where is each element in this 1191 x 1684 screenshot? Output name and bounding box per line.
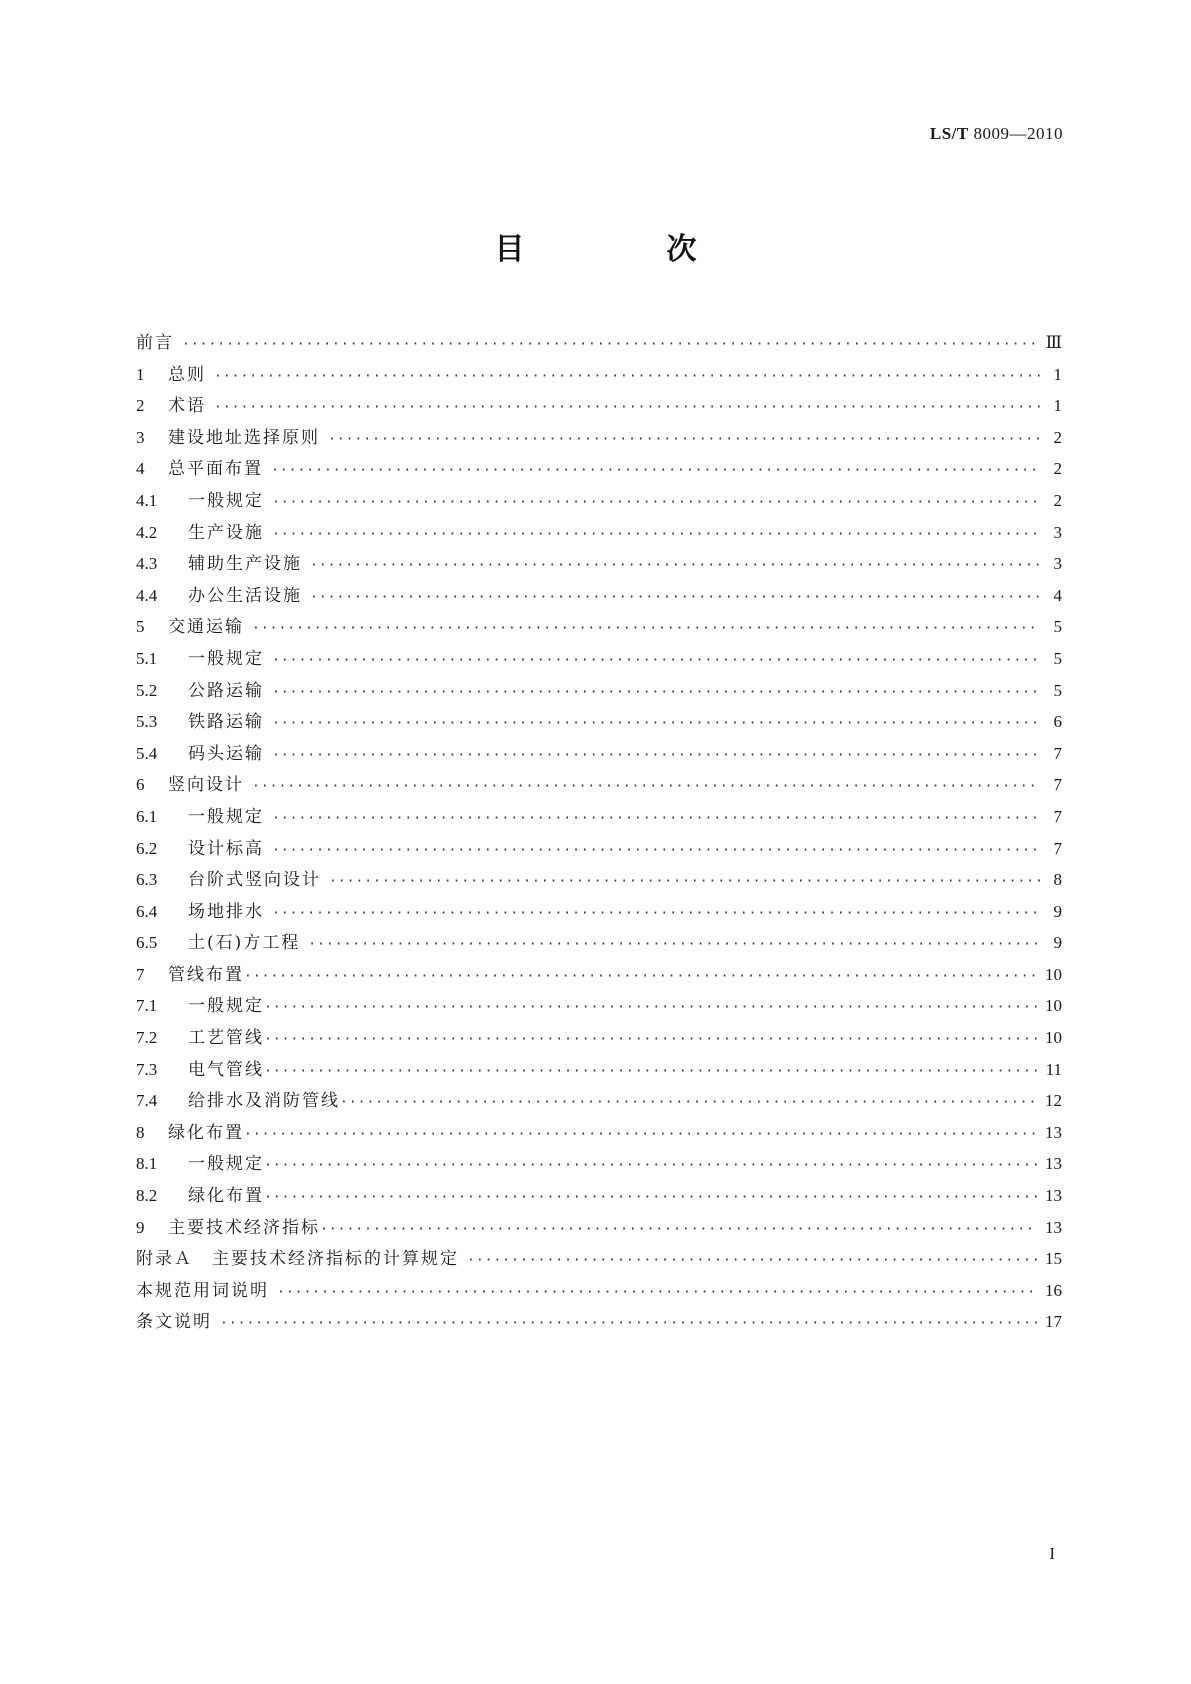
toc-leader-dots: [271, 455, 1040, 487]
toc-entry-label: 生产设施: [188, 522, 264, 543]
toc-entry[interactable]: [136, 801, 1062, 833]
toc-entry[interactable]: [136, 959, 1062, 991]
toc-leader-dots: [244, 1119, 1037, 1151]
toc-leader-dots: [277, 1277, 1037, 1309]
toc-entry-label: 主要技术经济指标: [168, 1217, 320, 1238]
toc-title: 目 次: [494, 232, 753, 267]
toc-entry-number: 7: [136, 964, 145, 984]
toc-leader-dots: [340, 1087, 1037, 1119]
toc-entry-label: 本规范用词说明: [136, 1280, 269, 1301]
toc-leader-dots: [252, 771, 1040, 803]
toc-entry[interactable]: [136, 1054, 1062, 1086]
toc-entry-label: 设计标高: [188, 838, 264, 859]
toc-entry-page: 7: [1053, 838, 1062, 858]
toc-entry-page: 13: [1045, 1154, 1062, 1174]
toc-entry[interactable]: [136, 896, 1062, 928]
toc-entry-page: 13: [1045, 1217, 1062, 1237]
toc-entry[interactable]: [136, 706, 1062, 738]
toc-entry-page: 16: [1045, 1280, 1062, 1300]
toc-entry-page: 1: [1053, 396, 1062, 416]
toc-entry-label: 绿化布置: [168, 1122, 244, 1143]
toc-entry-label: 一般规定: [188, 648, 264, 669]
toc-leader-dots: [272, 740, 1040, 772]
toc-entry-number: 8.2: [136, 1186, 158, 1206]
toc-entry[interactable]: [136, 1306, 1062, 1338]
toc-entry-number: 4.1: [136, 490, 158, 510]
toc-leader-dots: [328, 424, 1040, 456]
toc-leader-dots: [272, 677, 1040, 709]
toc-entry-number: 7.4: [136, 1091, 158, 1111]
toc-leader-dots: [308, 929, 1040, 961]
standard-code-number: 8009—2010: [973, 124, 1063, 143]
toc-leader-dots: [214, 361, 1040, 393]
toc-leader-dots: [264, 1056, 1038, 1088]
toc-entry-page: 9: [1053, 901, 1062, 921]
toc-entry-page: 7: [1053, 806, 1062, 826]
toc-leader-dots: [310, 582, 1040, 614]
toc-leader-dots: [272, 708, 1040, 740]
toc-entry-label: 条文说明: [136, 1312, 212, 1333]
toc-entry[interactable]: [136, 1085, 1062, 1117]
toc-entry-label: 辅助生产设施: [188, 554, 302, 575]
toc-entry[interactable]: [136, 675, 1062, 707]
toc-entry-label: 管线布置: [168, 964, 244, 985]
toc-leader-dots: [320, 1214, 1037, 1246]
toc-entry[interactable]: [136, 390, 1062, 422]
toc-entry-page: 17: [1045, 1312, 1062, 1332]
toc-entry-label: 公路运输: [188, 680, 264, 701]
toc-entry-number: 4.3: [136, 554, 158, 574]
toc-leader-dots: [467, 1245, 1037, 1277]
toc-entry-number: 5.1: [136, 648, 158, 668]
toc-entry[interactable]: [136, 359, 1062, 391]
toc-entry[interactable]: [136, 1022, 1062, 1054]
toc-entry-page: 7: [1053, 775, 1062, 795]
toc-entry[interactable]: [136, 1117, 1062, 1149]
toc-entry[interactable]: [136, 327, 1062, 359]
toc-entry-label: 土(石)方工程: [188, 933, 301, 954]
toc-entry-number: 4.4: [136, 585, 158, 605]
toc-leader-dots: [272, 487, 1040, 519]
toc-entry-page: 2: [1053, 427, 1062, 447]
toc-entry[interactable]: [136, 990, 1062, 1022]
toc-entry[interactable]: [136, 548, 1062, 580]
toc-entry[interactable]: [136, 580, 1062, 612]
toc-entry-page: 15: [1045, 1249, 1062, 1269]
toc-entry[interactable]: [136, 1243, 1062, 1275]
toc-entry-number: 6.3: [136, 870, 158, 890]
toc-entry-page: 9: [1053, 933, 1062, 953]
toc-entry[interactable]: [136, 864, 1062, 896]
toc-leader-dots: [264, 1024, 1037, 1056]
toc-entry-page: 5: [1053, 680, 1062, 700]
toc-entry-page: 7: [1053, 743, 1062, 763]
toc-entry[interactable]: [136, 738, 1062, 770]
toc-entry[interactable]: [136, 1180, 1062, 1212]
toc-entry-label: 前言: [136, 333, 174, 353]
toc-leader-dots: [329, 866, 1040, 898]
toc-entry-page: 2: [1053, 490, 1062, 510]
toc-entry-label: 总则: [168, 364, 206, 385]
toc-entry-number: 4: [136, 459, 145, 479]
page-number: I: [1049, 1544, 1055, 1563]
toc-entry[interactable]: [136, 485, 1062, 517]
toc-entry-number: 6.1: [136, 806, 158, 826]
toc-entry-page: 13: [1045, 1122, 1062, 1142]
toc-entry-page: 10: [1045, 1028, 1062, 1048]
toc-entry-page: 13: [1045, 1186, 1062, 1206]
toc-list: [136, 327, 1062, 1338]
toc-entry-label: 术语: [168, 396, 206, 417]
toc-entry-number: 7.3: [136, 1059, 158, 1079]
toc-leader-dots: [182, 329, 1038, 361]
toc-entry-page: 2: [1053, 459, 1062, 479]
toc-entry-page: 1: [1053, 364, 1062, 384]
toc-entry[interactable]: [136, 643, 1062, 675]
toc-leader-dots: [214, 392, 1040, 424]
toc-leader-dots: [264, 992, 1037, 1024]
toc-entry-label: 总平面布置: [168, 459, 263, 480]
toc-entry-number: 7.1: [136, 996, 158, 1016]
toc-entry-label: 办公生活设施: [188, 585, 302, 606]
toc-entry-number: 2: [136, 396, 145, 416]
toc-leader-dots: [244, 961, 1037, 993]
toc-entry-number: 6.4: [136, 901, 158, 921]
toc-entry-label: 交通运输: [168, 617, 244, 638]
toc-entry-number: 8.1: [136, 1154, 158, 1174]
toc-entry-page: 6: [1053, 712, 1062, 732]
toc-entry[interactable]: [136, 611, 1062, 643]
toc-leader-dots: [272, 519, 1040, 551]
toc-entry-label: 工艺管线: [188, 1028, 264, 1049]
toc-entry[interactable]: [136, 422, 1062, 454]
toc-entry-label: 一般规定: [188, 996, 264, 1017]
toc-entry-number: 1: [136, 364, 145, 384]
toc-leader-dots: [272, 803, 1040, 835]
toc-entry[interactable]: [136, 769, 1062, 801]
toc-entry-label: 电气管线: [188, 1059, 264, 1080]
toc-entry-number: 7.2: [136, 1028, 158, 1048]
toc-entry-number: 5.3: [136, 712, 158, 732]
toc-entry-label: 建设地址选择原则: [168, 427, 320, 448]
toc-entry-page: 4: [1053, 585, 1062, 605]
toc-entry[interactable]: [136, 1212, 1062, 1244]
toc-entry[interactable]: [136, 453, 1062, 485]
standard-code-prefix: LS/T: [929, 124, 969, 143]
toc-entry-number: 6.5: [136, 933, 158, 953]
toc-entry-label: 码头运输: [188, 743, 264, 764]
toc-entry-number: 6.2: [136, 838, 158, 858]
toc-entry-label: 附录Ａ 主要技术经济指标的计算规定: [136, 1249, 459, 1270]
toc-leader-dots: [252, 613, 1040, 645]
toc-leader-dots: [220, 1308, 1037, 1340]
toc-entry-number: 4.2: [136, 522, 158, 542]
toc-leader-dots: [272, 645, 1040, 677]
toc-entry-number: 6: [136, 775, 145, 795]
toc-leader-dots: [264, 1150, 1037, 1182]
toc-entry-page: 11: [1045, 1059, 1062, 1079]
toc-entry-label: 一般规定: [188, 490, 264, 511]
toc-leader-dots: [310, 550, 1040, 582]
toc-entry-label: 一般规定: [188, 806, 264, 827]
toc-entry-page: 10: [1045, 996, 1062, 1016]
toc-entry-label: 竖向设计: [168, 775, 244, 796]
toc-entry-number: 5.2: [136, 680, 158, 700]
toc-entry-label: 给排水及消防管线: [188, 1091, 340, 1112]
toc-entry-page: 3: [1053, 554, 1062, 574]
toc-entry-page: 10: [1045, 964, 1062, 984]
toc-leader-dots: [264, 1182, 1037, 1214]
toc-entry-page: 12: [1045, 1091, 1062, 1111]
toc-entry[interactable]: [136, 927, 1062, 959]
toc-entry-label: 台阶式竖向设计: [188, 870, 321, 891]
toc-entry-number: 8: [136, 1122, 145, 1142]
toc-entry[interactable]: [136, 517, 1062, 549]
toc-entry-label: 一般规定: [188, 1154, 264, 1175]
toc-entry-label: 铁路运输: [188, 712, 264, 733]
toc-entry-page: 5: [1053, 617, 1062, 637]
toc-entry-page: 5: [1053, 648, 1062, 668]
toc-entry-page: 8: [1053, 870, 1062, 890]
toc-entry-label: 绿化布置: [188, 1186, 264, 1207]
toc-entry[interactable]: [136, 1148, 1062, 1180]
toc-entry-label: 场地排水: [188, 901, 264, 922]
standard-code: [930, 124, 1063, 144]
toc-entry-page: 3: [1053, 522, 1062, 542]
toc-leader-dots: [272, 835, 1040, 867]
toc-entry-page: Ⅲ: [1045, 333, 1062, 352]
toc-entry-number: 5: [136, 617, 145, 637]
toc-entry[interactable]: [136, 833, 1062, 865]
toc-entry-number: 9: [136, 1217, 145, 1237]
toc-leader-dots: [272, 898, 1040, 930]
toc-entry-number: 5.4: [136, 743, 158, 763]
toc-entry[interactable]: [136, 1275, 1062, 1307]
toc-entry-number: 3: [136, 427, 145, 447]
